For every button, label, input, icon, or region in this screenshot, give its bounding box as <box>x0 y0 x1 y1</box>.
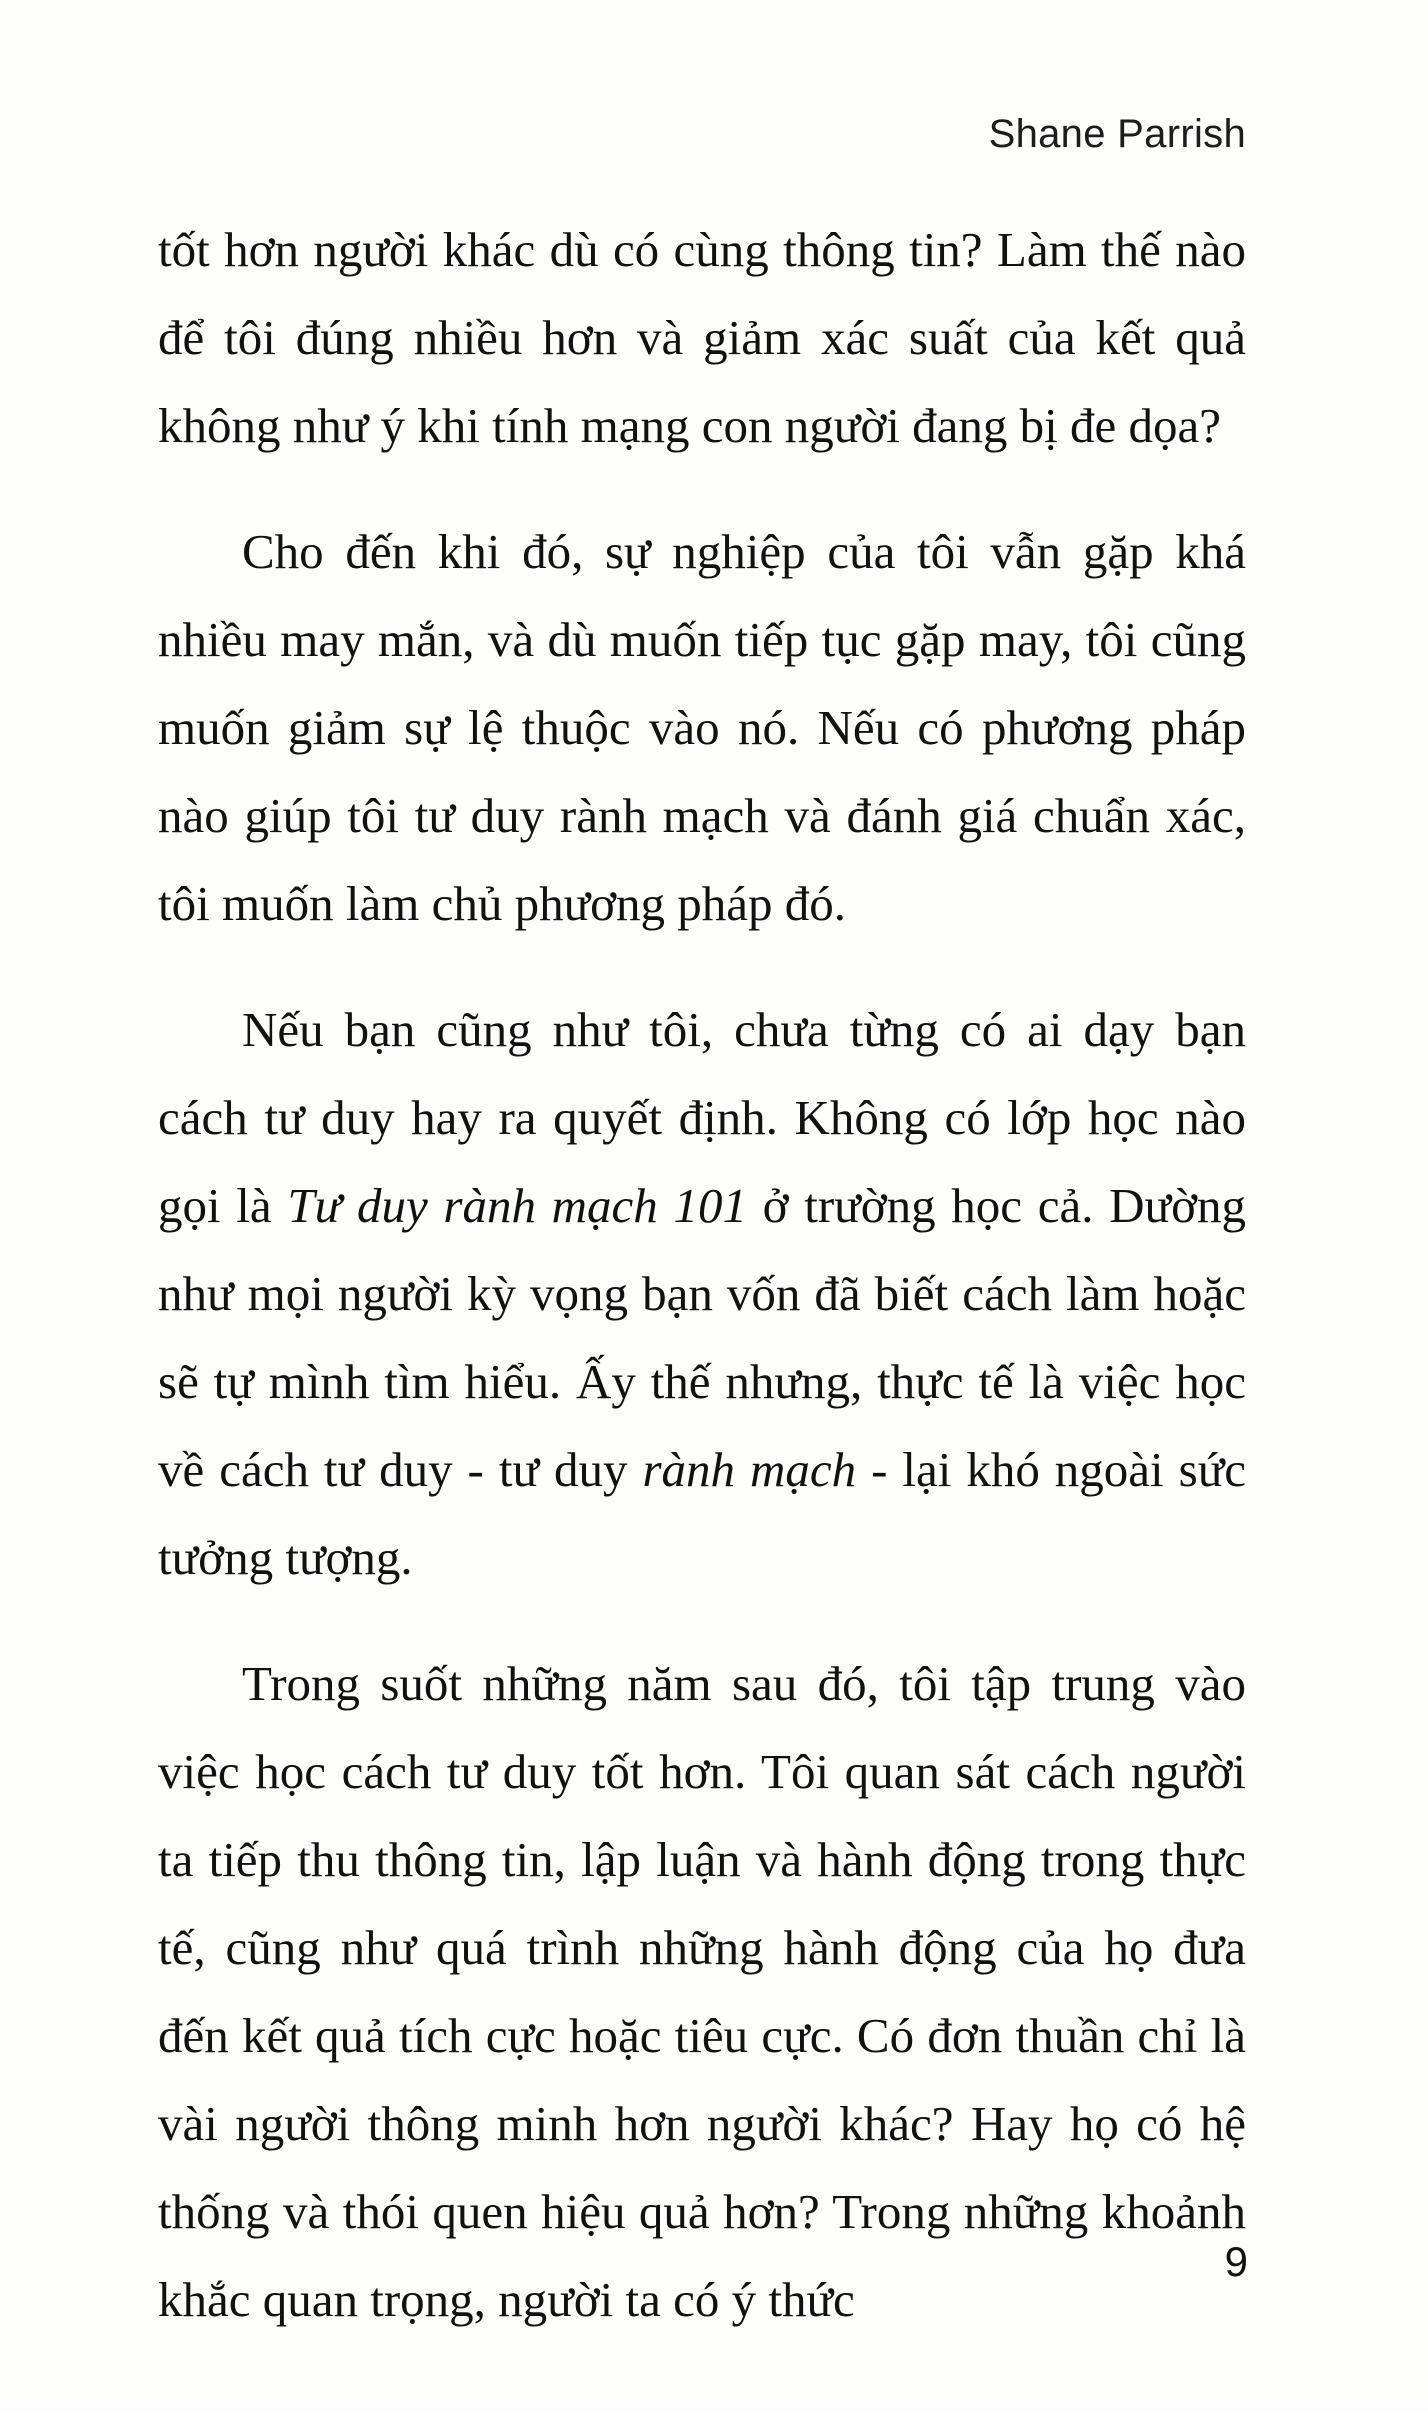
paragraph-2: Cho đến khi đó, sự nghiệp của tôi vẫn gặp khá nhiều may mắn, và dù muốn tiếp tục gặp may, tôi cũng muốn giảm sự lệ thuộc vào nó. Nếu có phương pháp nào giúp tôi tư duy rành mạch và đánh giá chuẩn xác, tôi muốn làm chủ phương pháp đó. <box>158 524 1246 931</box>
paragraph-3-part-a: Nếu bạn cũng như tôi, chưa từng có ai dạy bạn cách tư duy hay ra quyết định. Không có lớp học nào gọi là <box>158 1002 1246 1233</box>
paragraph-4: Trong suốt những năm sau đó, tôi tập trung vào việc học cách tư duy tốt hơn. Tôi quan sát cách người ta tiếp thu thông tin, lập luận và hành động trong thực tế, cũng như quá trình những hành động của họ đưa đến kết quả tích cực hoặc tiêu cực. Có đơn thuần chỉ là vài người thông minh hơn người khác? Hay họ có hệ thống và thói quen hiệu quả hơn? Trong những khoảnh khắc quan trọng, người ta có ý thức <box>158 1656 1246 2327</box>
paragraph-1: tốt hơn người khác dù có cùng thông tin? Làm thế nào để tôi đúng nhiều hơn và giảm xác suất của kết quả không như ý khi tính mạng con người đang bị đe dọa? <box>158 222 1246 453</box>
paragraph-3-italic-course-title: Tư duy rành mạch 101 <box>287 1178 747 1233</box>
body-text <box>158 206 1246 2344</box>
page-number: 9 <box>1224 2238 1248 2285</box>
paragraph-3-part-c: ở trường học cả. Dường như mọi người kỳ vọng bạn vốn đã biết cách làm hoặc sẽ tự mình tìm hiểu. Ấy thế nhưng, thực tế là việc học về cách tư duy - tư duy <box>158 1178 1246 1497</box>
paragraph-3-part-e: - lại khó ngoài sức tưởng tượng. <box>158 1442 1246 1585</box>
paragraph-3 <box>158 986 1246 1602</box>
paragraph-3-italic-emphasis: rành mạch <box>642 1442 857 1497</box>
running-head-author: Shane Parrish <box>988 112 1246 156</box>
